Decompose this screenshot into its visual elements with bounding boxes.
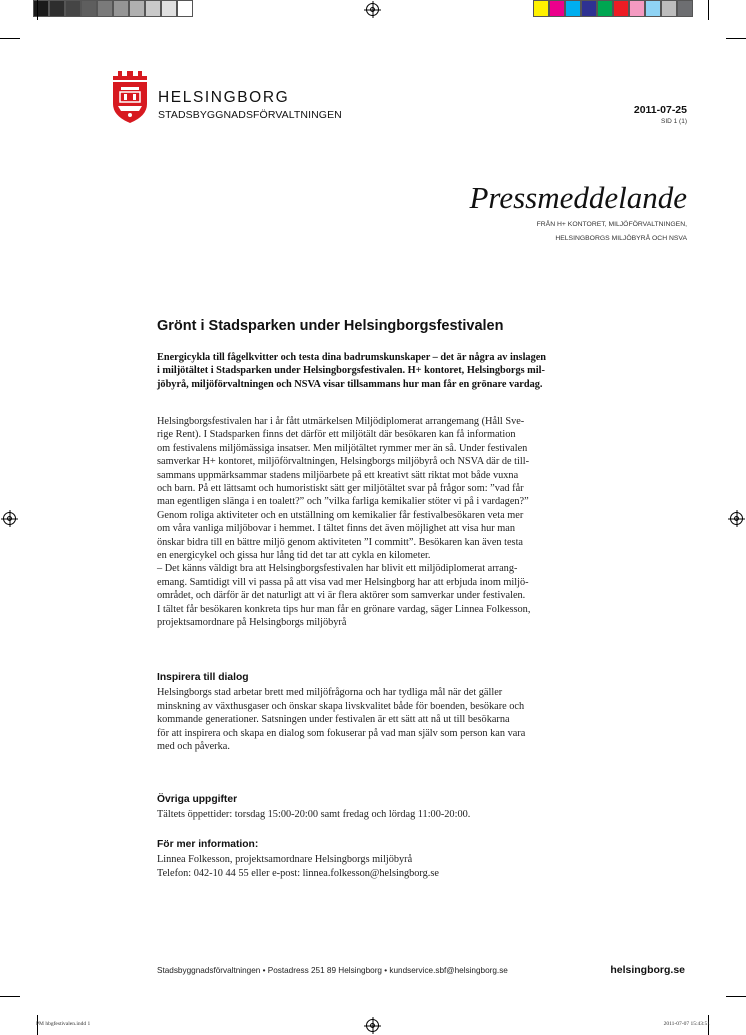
body-line: rige Rent). I Stadsparken finns det därför ett miljötält där besökaren kan få information xyxy=(157,429,516,441)
color-swatch xyxy=(581,0,597,17)
article-body xyxy=(157,415,589,630)
body-line: området, och därför är det naturligt att vi är flera aktörer som samverkar under festivalen. xyxy=(157,590,526,602)
body-line: önskar bidra till en bättre miljö genom aktiviteten ”I committ”. Besökaren kan även testa xyxy=(157,536,523,548)
color-swatch xyxy=(565,0,581,17)
body-line: sammans uppmärksammar stadens miljöarbete på ett kreativt sätt riktat mot både vuxna xyxy=(157,469,519,481)
lede-line: Energicykla till fågelkvitter och testa dina badrumskunskaper – det är några av inslagen xyxy=(157,352,547,363)
body-line: – Det känns väldigt bra att Helsingborgsfestivalen har blivit ett miljödiplomerat arrang- xyxy=(157,563,518,575)
article-lede xyxy=(157,351,589,391)
opening-hours: Tältets öppettider: torsdag 15:00-20:00 samt fredag och lördag 11:00-20:00. xyxy=(157,809,471,820)
color-swatch xyxy=(177,0,193,17)
color-swatch xyxy=(549,0,565,17)
section-body-other-info xyxy=(157,808,589,822)
crop-mark-top-left-v xyxy=(37,0,38,20)
color-swatch xyxy=(97,0,113,17)
body-line: Genom roliga aktiviteter och en utställning om kemikalier får festivalbesökaren veta mer xyxy=(157,509,524,521)
section-heading-more-info: För mer information: xyxy=(157,839,259,850)
grayscale-color-bar xyxy=(33,0,193,17)
crop-mark-bottom-left xyxy=(0,996,20,997)
crop-mark-bottom-right xyxy=(726,996,746,997)
body-line: Helsingborgsfestivalen har i år fått utmärkelsen Miljödiplomerat arrangemang (Håll Sve- xyxy=(157,416,525,427)
article-headline: Grönt i Stadsparken under Helsingborgsfestivalen xyxy=(157,318,504,334)
registration-mark-icon xyxy=(3,512,16,525)
color-swatch xyxy=(629,0,645,17)
color-swatch xyxy=(113,0,129,17)
section-line: kommande generationer. Satsningen under festivalen är ett sätt att nå ut till besökarna xyxy=(157,714,510,726)
document-date: 2011-07-25 xyxy=(633,104,687,116)
color-swatch xyxy=(533,0,549,17)
section-heading-dialog: Inspirera till dialog xyxy=(157,672,249,683)
lede-line: i miljötältet i Stadsparken under Helsingborgsfestivalen. H+ kontoret, Helsingborgs mil- xyxy=(157,365,545,377)
body-line: emang. Samtidigt vill vi passa på att visa vad mer Helsingborg har att erbjuda inom miljö- xyxy=(157,576,529,588)
body-line: I tältet får besökaren konkreta tips hur man får en grönare vardag, säger Linnea Folkesson, xyxy=(157,603,531,615)
section-body-dialog xyxy=(157,686,589,754)
print-slug-filename: PM hbgfestivalen.indd 1 xyxy=(36,1021,91,1027)
footer-address: Stadsbyggnadsförvaltningen • Postadress 251 89 Helsingborg • kundservice.sbf@helsingborg.se xyxy=(157,966,508,975)
section-line: minskning av växthusgaser och önskar skapa livskvalitet både för boenden, besökare och xyxy=(157,700,525,712)
section-line: med och påverka. xyxy=(157,741,230,753)
section-line: för att inspirera och skapa en dialog som fokuserar på vad man själv som person kan vara xyxy=(157,727,526,739)
sender-line: HELSINGBORGS MILJÖBYRÅ OCH NSVA xyxy=(555,235,687,242)
color-swatch xyxy=(129,0,145,17)
crop-mark-top-right-v xyxy=(708,0,709,20)
org-name: HELSINGBORG xyxy=(158,89,290,106)
registration-mark-icon xyxy=(366,1019,379,1032)
lede-line: jöbyrå, miljöförvaltningen och NSVA visar tillsammans hur man får en grönare vardag. xyxy=(157,378,543,390)
color-swatch xyxy=(677,0,693,17)
sender-line: FRÅN H+ KONTORET, MILJÖFÖRVALTNINGEN, xyxy=(536,221,687,228)
color-swatch xyxy=(145,0,161,17)
page-number: SID 1 (1) xyxy=(660,118,687,125)
body-line: samverkar H+ kontoret, miljöförvaltningen, Helsingborgs miljöbyrå och NSVA där de till- xyxy=(157,456,530,468)
body-line: projektsamordnare på Helsingborgs miljöbyrå xyxy=(157,617,347,629)
color-swatch xyxy=(65,0,81,17)
section-heading-other-info: Övriga uppgifter xyxy=(157,794,238,805)
color-swatch xyxy=(49,0,65,17)
color-swatch xyxy=(597,0,613,17)
body-line: man egentligen slänga i en toalett?” och ”vilka farliga kemikalier stöter vi på i vardagen?” xyxy=(157,496,529,508)
section-body-more-info xyxy=(157,853,589,880)
color-swatch xyxy=(645,0,661,17)
process-color-bar xyxy=(533,0,693,17)
contact-name: Linnea Folkesson, projektsamordnare Helsingborgs miljöbyrå xyxy=(157,854,413,865)
contact-details: Telefon: 042-10 44 55 eller e-post: linnea.folkesson@helsingborg.se xyxy=(157,867,439,879)
helsingborg-crest-icon xyxy=(112,70,148,124)
crop-mark-top-right xyxy=(726,38,746,39)
press-release-title: Pressmeddelande xyxy=(469,180,687,215)
footer-website-link[interactable]: helsingborg.se xyxy=(610,964,685,976)
color-swatch xyxy=(661,0,677,17)
print-slug-timestamp: 2011-07-07 15:43:51 xyxy=(663,1021,710,1027)
color-swatch xyxy=(613,0,629,17)
color-swatch xyxy=(33,0,49,17)
color-swatch xyxy=(81,0,97,17)
body-line: om våra vanliga miljöbovar i hemmet. I tältet finns det även möjlighet att visa hur man xyxy=(157,523,516,535)
section-line: Helsingborgs stad arbetar brett med miljöfrågorna och har tydliga mål när det gäller xyxy=(157,687,503,698)
org-department: STADSBYGGNADSFÖRVALTNINGEN xyxy=(158,109,342,121)
body-line: om festivalens miljömässiga insatser. Men miljötältet rymmer mer än så. Under festivalen xyxy=(157,442,528,454)
registration-mark-icon xyxy=(730,512,743,525)
color-swatch xyxy=(161,0,177,17)
registration-mark-icon xyxy=(366,3,379,16)
body-line: och barn. På ett lättsamt och humoristiskt sätt ger miljötältet svar på frågor som: ”vad får xyxy=(157,483,524,495)
body-line: en energicykel och gissa hur lång tid det tar att cykla en kilometer. xyxy=(157,550,431,562)
crop-mark-top-left xyxy=(0,38,20,39)
press-release-sender xyxy=(537,218,687,246)
